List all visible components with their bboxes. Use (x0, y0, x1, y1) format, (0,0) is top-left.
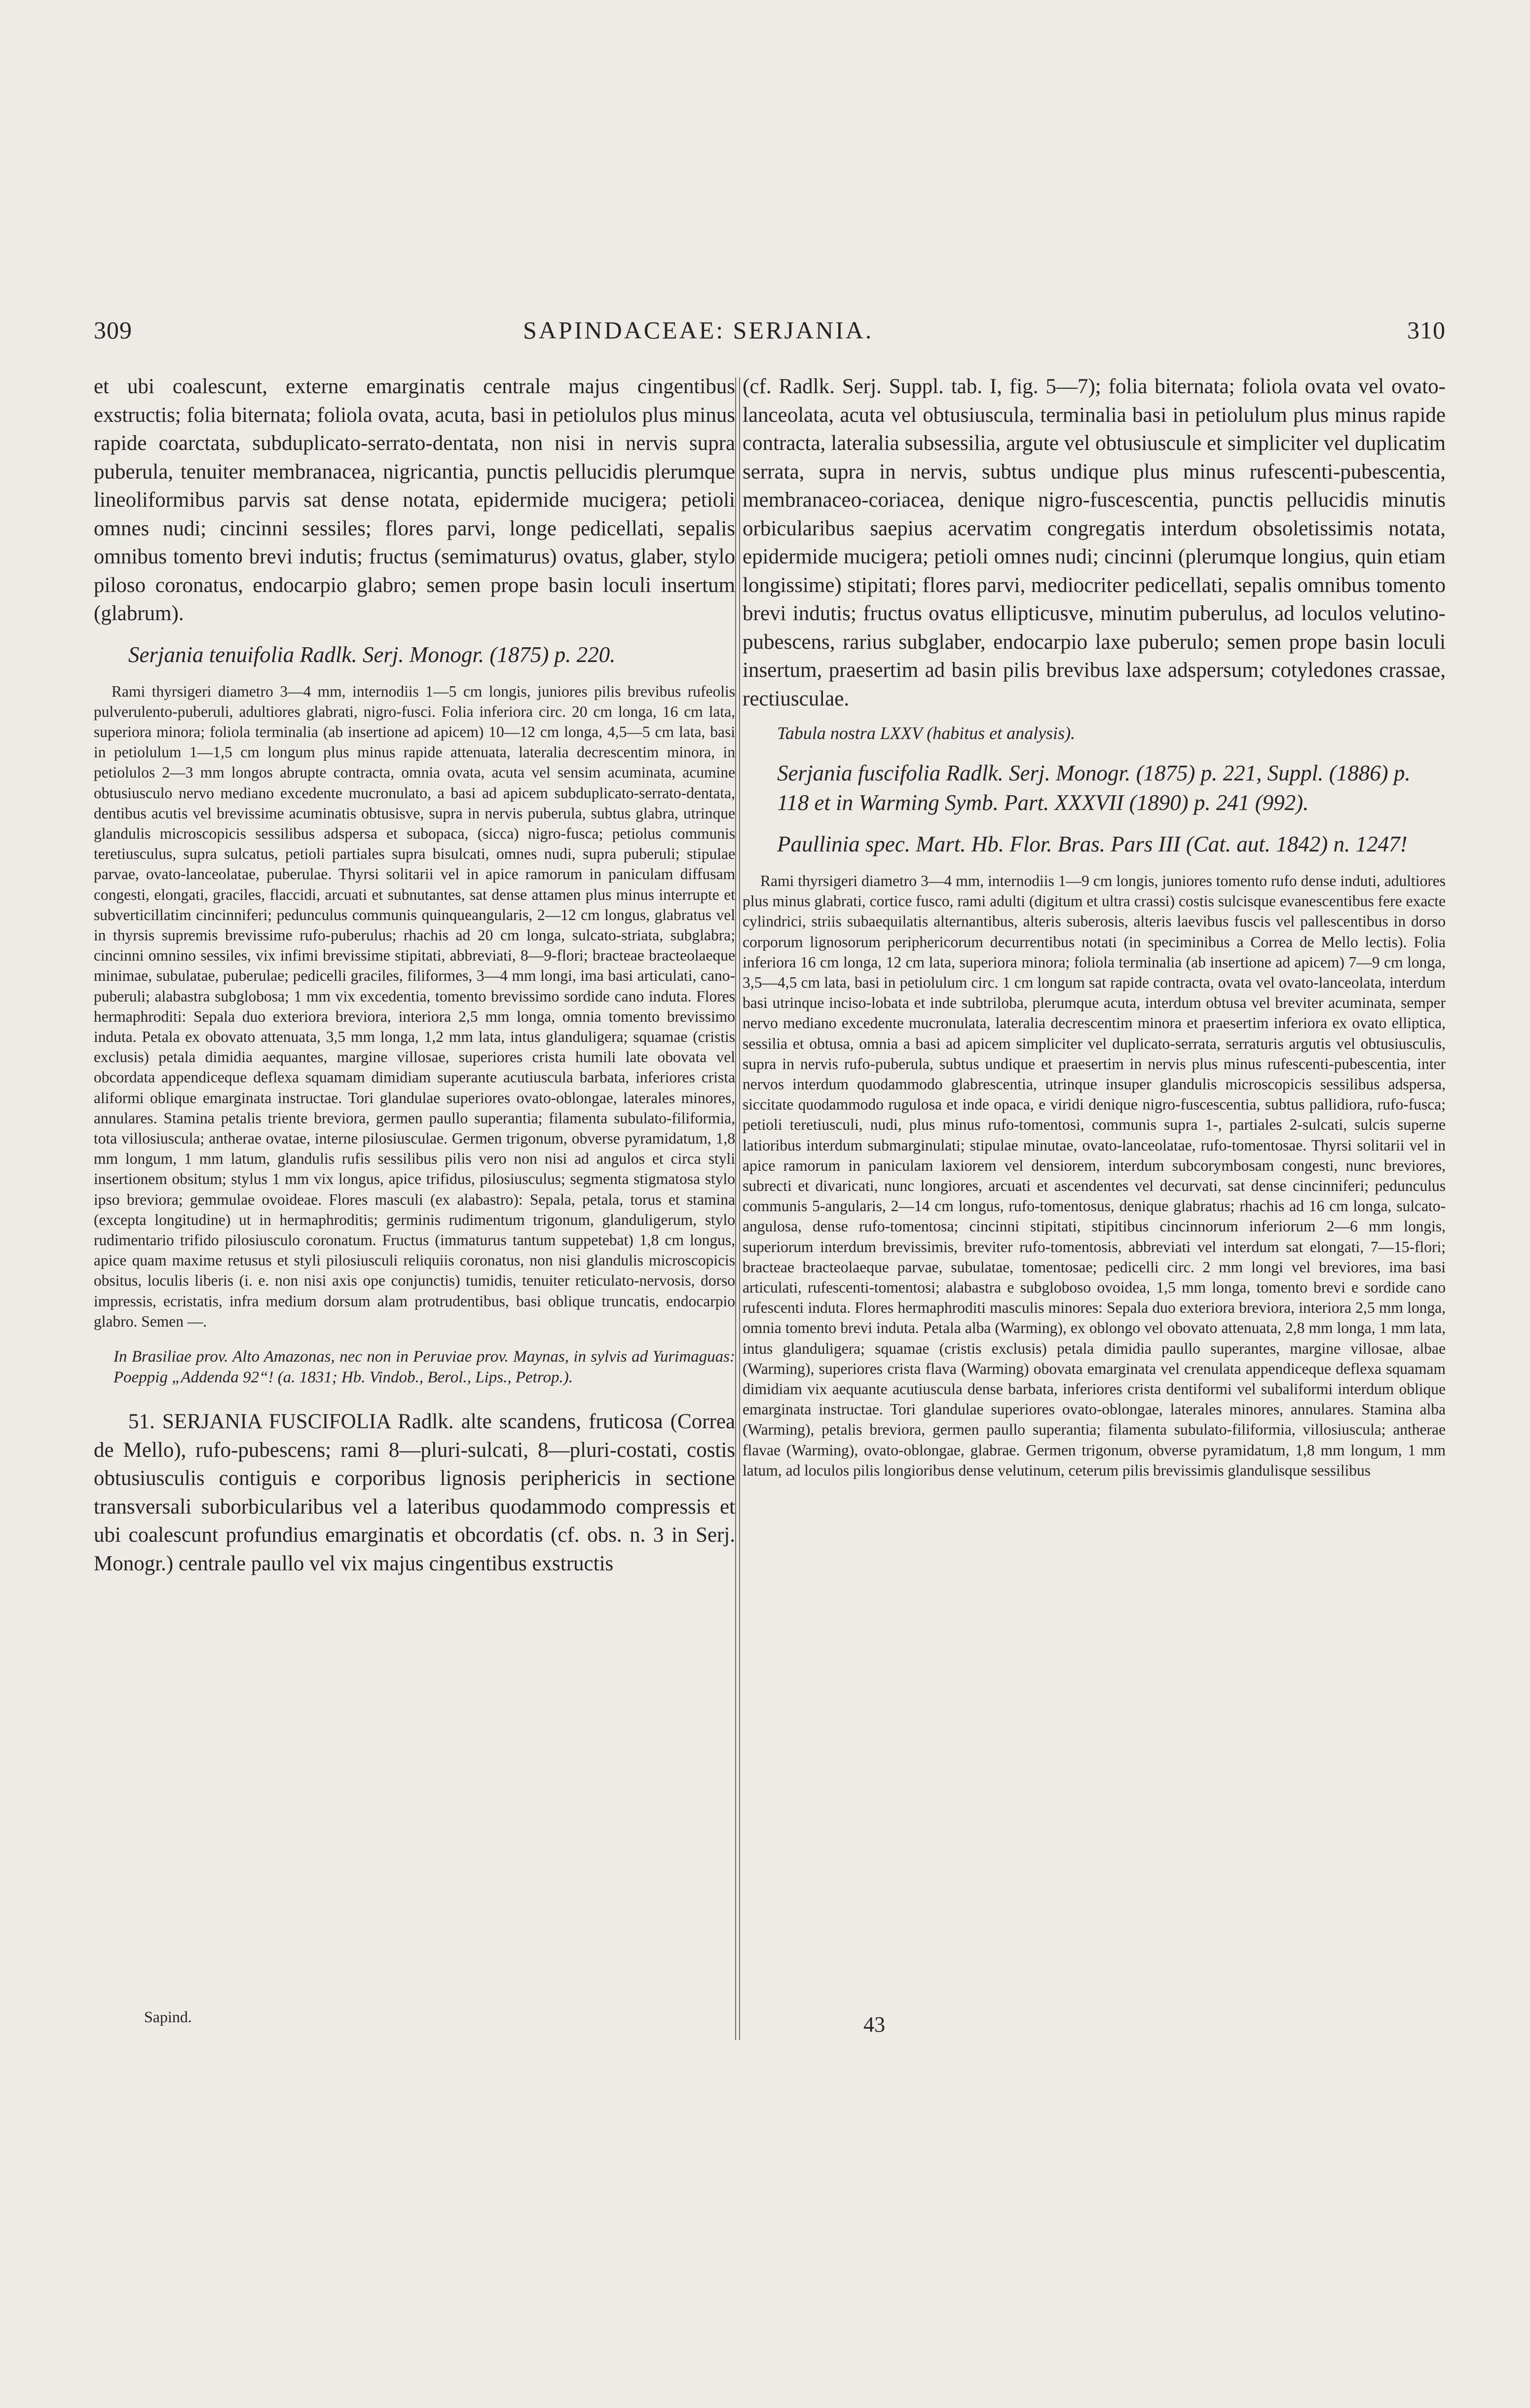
right-column (743, 372, 1446, 1487)
right-page-number: 310 (1407, 316, 1446, 344)
sheet-number: 43 (863, 2012, 885, 2037)
left-locality: In Brasiliae prov. Alto Amazonas, nec non in Peruviae prov. Maynas, in sylvis ad Yurimaguas: Poeppig „Addenda 92“! (a. 1831; Hb. Vindob., Berol., Lips., Petrop.). (113, 1348, 735, 1386)
species-51-description: 51. SERJANIA FUSCIFOLIA Radlk. alte scandens, fruticosa (Correa de Mello), rufo-pubescens; rami 8—pluri-sulcati, 8—pluri-costati, costis obtusiusculis contiguis e corporibus lignosis periphericis in sectione transversali suborbicularibus vel a lateribus quodammodo compressis et ubi coalescunt profundius emarginatis et obcordatis (cf. obs. n. 3 in Serj. Monogr.) centrale paullo vel vix majus cingentibus exstructis (94, 1410, 735, 1575)
right-citation-1: Serjania fuscifolia Radlk. Serj. Monogr. (1875) p. 221, Suppl. (1886) p. 118 et in Warming Symb. Part. XXXVII (1890) p. 241 (992). (777, 761, 1411, 815)
right-description: (cf. Radlk. Serj. Suppl. tab. I, fig. 5—7); folia biternata; foliola ovata vel ovato-lanceolata, acuta vel obtusiuscula, terminalia basi in petiolulum plus minus rapide contracta, lateralia subsessilia, argute vel obtusiuscule et simpliciter vel duplicatim serrata, supra in nervis, subtus undique plus minus rufescenti-pubescentia, membranaceo-coriacea, denique nigro-fuscescentia, punctis pellucidis minutis orbicularibus saepius acervatim congregatis interdum obsoletissimis notata, epidermide mucigera; petioli omnes nudi; cincinni (plerumque longius, quin etiam longissime) stipitati; flores parvi, mediocriter pedicellati, sepalis omnibus tomento brevi indutis; fructus ovatus ellipticusve, minutim puberulus, ad loculos velutino-pubescens, rarius subglaber, endocarpio laxe puberulo; semen prope basin loculi insertum, praesertim ad basin pilis brevibus laxe adspersum; cotyledones crassae, rectiusculae. (743, 375, 1446, 710)
left-detailed-description: Rami thyrsigeri diametro 3—4 mm, internodiis 1—5 cm longis, juniores pilis brevibus rufeolis pulverulento-puberuli, adultiores glabrati, nigro-fusci. Folia inferiora circ. 20 cm longa, 16 cm lata, superiora minora; foliola terminalia (ab insertione ad apicem) 10—12 cm longa, 4,5—5 cm lata, basi in petiolulum 1—1,5 cm longum plus minus rapide attenuata, lateralia decrescentim minora, in petiolulos 2—3 mm longos abrupte contracta, omnia ovata, acuta vel sensim acuminata, acumine obtusiusculo nervo mediano excedente mucronulato, a basi ad apicem subduplicato-serrato-dentata, dentibus acutis vel brevissime acuminatis obtusisve, supra in nervis puberula, subtus glabra, utrinque glandulis microscopicis sessilibus adspersa et subopaca, (sicca) nigro-fusca; petiolus communis teretiusculus, supra sulcatus, petioli partiales supra bisulcati, omnes nudi, supra puberuli; stipulae parvae, ovato-lanceolatae, puberulae. Thyrsi solitarii vel in apice ramorum in paniculam diffusam congesti, elongati, graciles, flaccidi, arcuati et subnutantes, sat dense attamen plus minus interrupte et subverticillatim cincinniferi; pedunculus communis quinqueangularis, 2—12 cm longus, glabratus vel in thyrsis supremis brevissime rufo-puberulus; rhachis ad 20 cm longa, sulcato-striata, subglabra; cincinni omnino sessiles, vix infimi brevissime stipitati, abbreviati, 8—9-flori; bracteae bracteolaeque minimae, subulatae, puberulae; pedicelli graciles, filiformes, 3—4 mm longi, ima basi articulati, cano-puberuli; alabastra subglobosa; 1 mm vix excedentia, tomento brevissimo sordide cano induta. Flores hermaphroditi: Sepala duo exteriora breviora, interiora 2,5 mm longa, omnia tomento brevissimo induta. Petala ex obovato attenuata, 3,5 mm longa, 1,2 mm lata, intus glanduligera; squamae (cristis exclusis) petala dimidia aequantes, margine villosae, superiores crista humili late obovata vel obcordata appendiceque deflexa squamam dimidiam superante acutiuscula barbata, inferiores crista aliformi oblique emarginata instructae. Tori glandulae superiores ovato-oblongae, laterales minores, annulares. Stamina petalis triente breviora, germen paullo superantia; filamenta subulato-filiformia, tota villosiuscula; antherae ovatae, interne pilosiusculae. Germen trigonum, obverse pyramidatum, 1,8 mm longum, 1 mm latum, glandulis rufis sessilibus pilis vero non nisi ad angulos et circa styli insertionem obsitum; stylus 1 mm vix longus, apice trifidus, pilosiusculus; segmenta stigmatosa stylo ipso breviora; gemmulae ovoideae. Flores masculi (ex alabastro): Sepala, petala, torus et stamina (excepta longitudine) ut in hermaphroditis; germinis rudimentum trigonum, glanduligerum, stylo rudimentario trifido pilosiusculo coronatum. Fructus (immaturus tantum suppetebat) 1,8 cm longus, apice quam maxime retusus et styli pilosiusculi reliquiis coronatus, non nisi glandulis microscopicis obsitus, loculis liberis (i. e. non nisi axis ope conjunctis) tumidis, tenuiter reticulato-nervosis, dorso impressis, ecristatis, infra medium dorsum alam protrudentibus, basi oblique truncatis, endocarpio glabro. Semen —. (94, 682, 735, 1330)
signature-mark: Sapind. (144, 2008, 192, 2026)
left-citation: Serjania tenuifolia Radlk. Serj. Monogr. (1875) p. 220. (128, 642, 616, 667)
column-divider (735, 377, 740, 2040)
right-detailed-description: Rami thyrsigeri diametro 3—4 mm, internodiis 1—9 cm longis, juniores tomento rufo dense induti, adultiores plus minus glabrati, cortice fusco, rami adulti (digitum et ultra crassi) costis sulcisque evanescentibus fere exacte cylindrici, striis subaequilatis alternantibus, alteris suberosis, alteris laevibus fuscis vel pallescentibus in dorso corporum lignosorum periphericorum decurrentibus notati (in speciminibus a Correa de Mello lectis). Folia inferiora 16 cm longa, 12 cm lata, superiora minora; foliola terminalia (ab insertione ad apicem) 7—9 cm longa, 3,5—4,5 cm lata, basi in petiolulum circ. 1 cm longum sat rapide contracta, ovata vel ovato-lanceolata, interdum basi utrinque inciso-lobata et inde subtriloba, plerumque acuta, interdum obtusa vel breviter acuminata, semper nervo mediano excedente mucronulata, lateralia decrescentim minora et praesertim inferiora ex ovato elliptica, sessilia et obtusa, omnia a basi ad apicem simpliciter vel duplicato-serrata, serraturis argutis vel obtusiusculis, supra in nervis rufo-puberula, subtus undique et praesertim in nervis plus minus rufescenti-pubescentia, inter nervos interdum quodammodo glabrescentia, utrinque insuper glandulis microscopicis sessilibus adspersa, siccitate quodammodo rugulosa et inde opaca, e viridi denique nigro-fuscescentia, subtus pallidiora, rufo-fusca; petioli teretiusculi, nudi, plus minus rufo-tomentosi, communis supra 1-, partiales 2-sulcati, sulcis superne latioribus interdum submarginulati; stipulae minutae, ovato-lanceolatae, rufo-tomentosae. Thyrsi solitarii vel in apice ramorum in paniculam laxiorem vel densiorem, interdum subcorymbosam congesti, nunc breviores, subrecti et divaricati, nunc longiores, arcuati et ascendentes vel decurvati, sat dense cincinniferi; pedunculus communis 5-angularis, 2—14 cm longus, rufo-tomentosus, denique glabratus; rhachis ad 16 cm longa, sulcato-angulosa, dense rufo-tomentosa; cincinni stipitati, stipitibus cincinnorum inferiorum 2—6 mm longis, superiorum interdum brevissimis, breviter rufo-tomentosis, abbreviati vel interdum sat elongati, 7—15-flori; bracteae bracteolaeque parvae, subulatae, tomentosae; pedicelli circ. 2 mm longi vel breviores, ima basi articulati, rufescenti-tomentosi; alabastra e subgloboso ovoidea, 1,5 mm longa, tomento brevi e sordide cano rufescenti induta. Flores hermaphroditi masculis minores: Sepala duo exteriora breviora, interiora 2,5 mm longa, omnia tomento brevi induta. Petala alba (Warming), ex oblongo vel obovato attenuata, 2,8 mm longa, 1 mm lata, intus glanduligera; squamae (cristis exclusis) petala dimidia paullo superantes, margine villosae, albae (Warming), superiores crista flava (Warming) obovata emarginata vel crenulata appendiceque deflexa squamam dimidiam vix aequante acutiuscula dense barbata, inferiores crista dentiformi vel subaliformi interdum oblique emarginata instructae. Tori glandulae superiores ovato-oblongae, laterales minores, annulares. Stamina alba (Warming), petalis breviora, germen paullo superantia; filamenta subulato-filiformia, villosiuscula; antherae flavae (Warming), ovato-oblongae, glabrae. Germen trigonum, obverse pyramidatum, 1,8 mm longum, 1 mm latum, ad loculos pilis longioribus dense velutinum, ceterum pilis brevissimis glandulisque sessilibus (743, 872, 1446, 1479)
left-page-number: 309 (94, 316, 132, 344)
plate-reference: Tabula nostra LXXV (habitus et analysis). (777, 723, 1076, 743)
left-description: et ubi coalescunt, externe emarginatis centrale majus cingentibus exstructis; folia biternata; foliola ovata, acuta, basi in petiolulos plus minus rapide coarctata, subduplicato-serrato-dentata, non nisi in nervis supra puberula, tenuiter membranacea, nigricantia, punctis pellucidis plerumque lineoliformibus parvis sat dense notata, epidermide mucigera; petioli omnes nudi; cincinni sessiles; flores parvi, longe pedicellati, sepalis omnibus tomento brevi indutis; fructus (semimaturus) ovatus, glaber, stylo piloso coronatus, endocarpio glabro; semen prope basin loculi insertum (glabrum). (94, 375, 735, 625)
running-header (94, 316, 1446, 355)
running-title: SAPINDACEAE: SERJANIA. (523, 316, 874, 344)
left-column (94, 372, 735, 1587)
right-citation-2: Paullinia spec. Mart. Hb. Flor. Bras. Pars III (Cat. aut. 1842) n. 1247! (777, 832, 1408, 856)
